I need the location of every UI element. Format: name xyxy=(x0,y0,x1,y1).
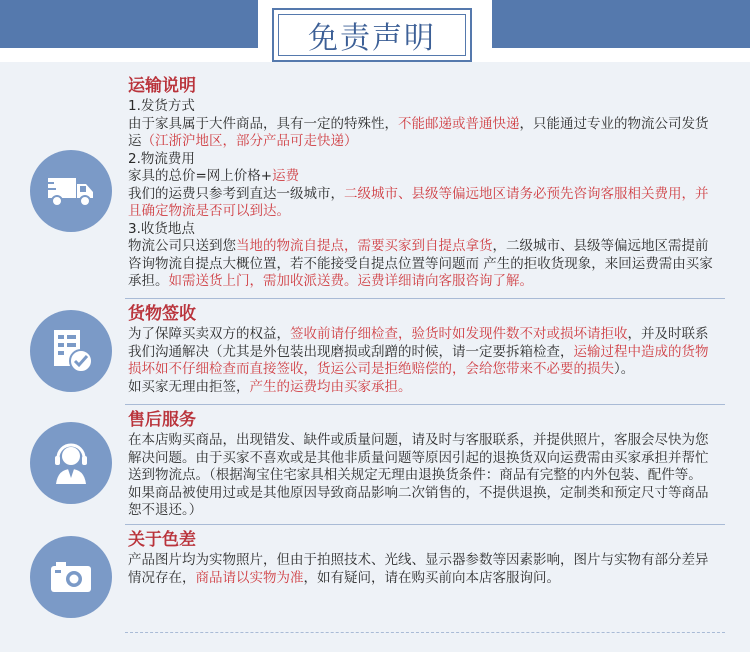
divider xyxy=(125,298,725,299)
divider xyxy=(125,632,725,633)
checklist-icon xyxy=(30,310,112,392)
header-band xyxy=(0,0,750,62)
page-title: 免责声明 xyxy=(278,14,466,56)
paragraph: 产品图片均为实物照片，但由于拍照技术、光线、显示器参数等因素影响，图片与实物有部分差异情况存在，商品请以实物为准，如有疑问，请在购买前向本店客服询问。 xyxy=(128,552,709,586)
header-bar-right xyxy=(492,0,750,48)
paragraph: 在本店购买商品，出现错发、缺件或质量问题，请及时与客服联系，并提供照片，客服会尽快为您解决问题。由于买家不喜欢或是其他非质量问题等原因引起的退换货双向运费需由买家承担并帮忙送到物流点。（根据淘宝住宅家具相关规定无理由退换货条件：商品有完整的内外包装、配件等。如果商品被使用过或是其他原因导致商品影响二次销售的，不提供退换，定制类和预定尺寸等商品恕不退还。） xyxy=(128,432,709,518)
subheading: 1.发货方式 xyxy=(128,98,195,114)
paragraph: 物流公司只送到您当地的物流自提点，需要买家到自提点拿货，二级城市、县级等偏远地区需提前咨询物流自提点大概位置，若不能接受自提点位置等问题而 产生的拒收货现象，来回运费需由买家承担。如需送货上门，需加收派送费。运费详细请向客服咨询了解。 xyxy=(128,238,713,289)
header-bar-left xyxy=(0,0,258,48)
paragraph: 家具的总价=网上价格+运费 xyxy=(128,168,300,184)
section-title: 售后服务 xyxy=(128,410,196,430)
shipping-text xyxy=(128,76,714,291)
aftersales-text xyxy=(128,410,714,520)
paragraph: 我们的运费只参考到直达一级城市，二级城市、县级等偏远地区请务必预先咨询客服相关费用，并且确定物流是否可以到达。 xyxy=(128,185,709,219)
section-title: 货物签收 xyxy=(128,304,196,324)
paragraph: 如买家无理由拒签，产生的运费均由买家承担。 xyxy=(128,378,412,395)
title-frame xyxy=(272,8,472,62)
section-title: 关于色差 xyxy=(128,530,196,550)
subheading: 3.收货地点 xyxy=(128,220,195,237)
section-title: 运输说明 xyxy=(128,76,196,96)
divider xyxy=(125,524,725,525)
paragraph: 为了保障买卖双方的权益，签收前请仔细检查，验货时如发现件数不对或损坏请拒收，并及时联系我们沟通解决（尤其是外包装出现磨损或刮蹭的时候，请一定要拆箱检查，运输过程中造成的货物损坏如不仔细检查而直接签收，货运公司是拒绝赔偿的，会给您带来不必要的损失）。 xyxy=(128,326,709,377)
truck-icon xyxy=(30,150,112,232)
color-text xyxy=(128,530,714,587)
divider xyxy=(125,404,725,405)
support-agent-icon xyxy=(30,422,112,504)
subheading: 2.物流费用 xyxy=(128,150,195,167)
camera-icon xyxy=(30,536,112,618)
paragraph: 由于家具属于大件商品，具有一定的特殊性，不能邮递或普通快递，只能通过专业的物流公司发货运（江浙沪地区，部分产品可走快递） xyxy=(128,115,709,149)
receipt-text xyxy=(128,304,714,396)
